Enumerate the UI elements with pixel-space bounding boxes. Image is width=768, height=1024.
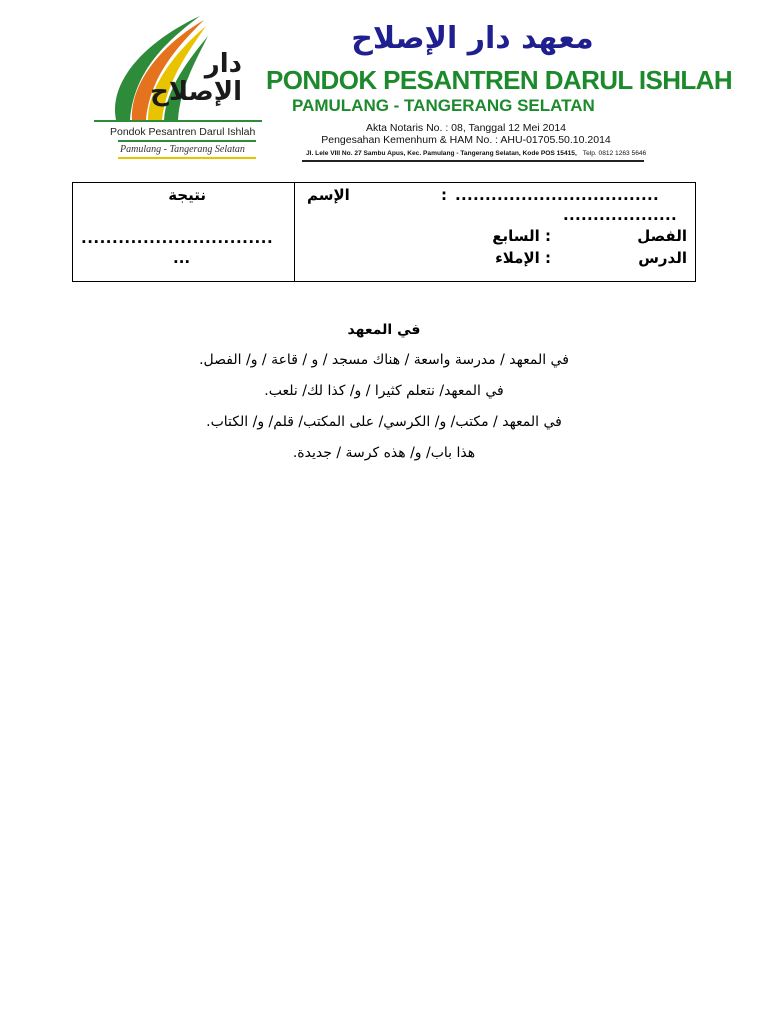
name-blank-line[interactable]: .................................. [455,186,659,204]
lesson-label: الدرس [638,249,687,267]
result-blank-line[interactable]: ............................... [81,229,274,247]
result-blank-line-cont: ... [173,249,191,267]
logo-location: Pamulang - Tangerang Selatan [120,144,245,155]
content-line: في المعهد / مدرسة واسعة / هناك مسجد / و / قاعة / و/ الفصل. [199,352,569,368]
class-label: الفصل [637,227,687,245]
content-title: في المعهد [347,322,421,338]
header-notary: Akta Notaris No. : 08, Tanggal 12 Mei 2014 [365,122,566,134]
header-location: PAMULANG - TANGERANG SELATAN [292,96,595,115]
header-divider [302,160,644,162]
header-arabic-title: معهد دار الإصلاح [351,21,594,56]
name-label: الإسم [307,186,350,204]
content-line: في المعهد/ نتعلم كثيرا / و/ كذا لك/ نلعب. [264,383,504,399]
result-cell [73,183,295,281]
lesson-value: : الإملاء [495,249,551,267]
class-value: : السابع [492,227,551,245]
content-line: هذا باب/ و/ هذه كرسة / جديدة. [292,445,476,461]
result-label: نتيجة [168,186,206,204]
header-address [306,150,646,158]
phone-text: Telp. 0812 1263 5646 [582,150,647,157]
school-logo [88,10,266,162]
logo-school-name: Pondok Pesantren Darul Ishlah [110,126,256,138]
student-details-cell [295,183,695,281]
address-text: Jl. Lele VIII No. 27 Sambu Apus, Kec. Pamulang - Tangerang Selatan, Kode POS 15415, [306,150,577,157]
content-line: في المعهد / مكتب/ و/ الكرسي/ على المكتب/ قلم/ و/ الكتاب. [206,414,562,430]
logo-arabic-text: دار الإصلاح [150,49,242,107]
header-legal: Pengesahan Kemenhum & HAM No. : AHU-01705.50.10.2014 [321,134,611,146]
student-info-table [72,182,696,282]
logo-underline-green [118,140,256,142]
header-school-title: PONDOK PESANTREN DARUL ISHLAH [266,65,733,95]
logo-underline-yellow [118,157,256,159]
name-blank-line-cont: ................... [563,206,677,224]
name-colon: : [441,186,447,204]
